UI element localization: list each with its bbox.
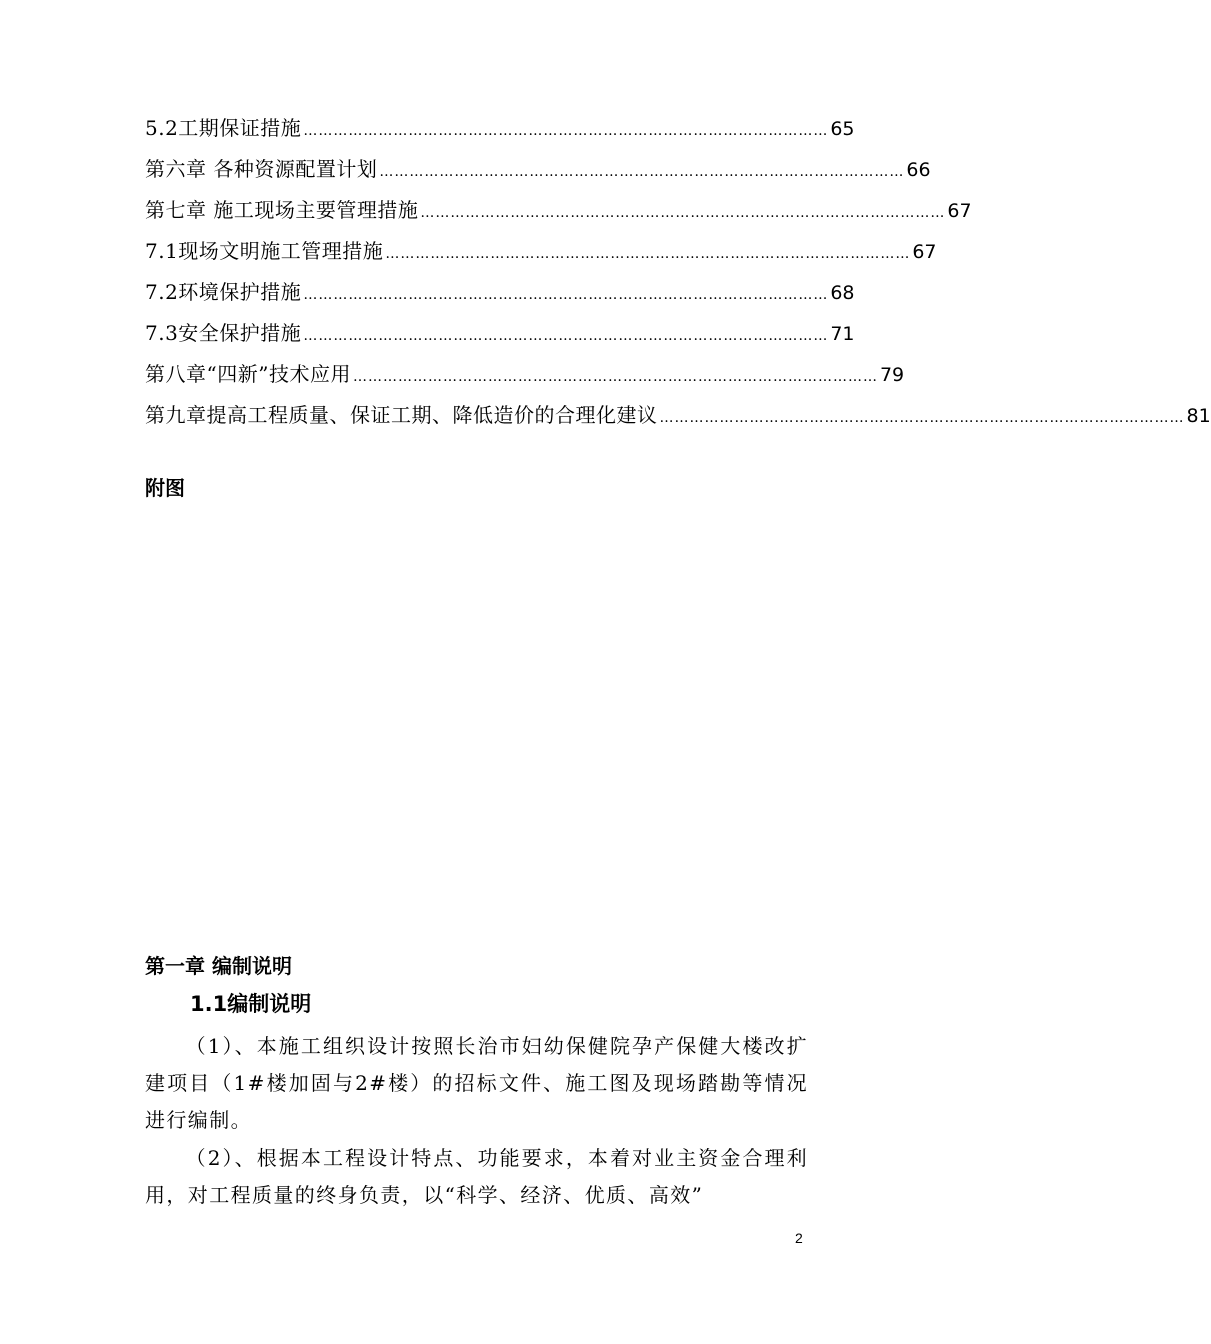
paragraph-text: （1）、本施工组织设计按照长治市妇幼保健院孕产保健大楼改扩建项目（1#楼加固与2#楼）的招标文件、施工图及现场踏勘等情况进行编制。	[145, 1034, 808, 1132]
toc-entry[interactable]	[145, 354, 905, 395]
toc-entry-page: 81	[1186, 405, 1211, 427]
toc-entry-title: 第八章“四新”技术应用	[145, 362, 351, 386]
toc-entry-title: 7.3安全保护措施	[145, 321, 302, 345]
toc-leader-dots: ……………………………………………………………………………………………	[379, 164, 905, 180]
body-paragraph	[145, 1028, 808, 1139]
toc-leader-dots: ……………………………………………………………………………………………	[420, 205, 946, 221]
toc-entry[interactable]	[145, 231, 937, 272]
toc-entry-page: 79	[879, 364, 905, 386]
page-number: 2	[795, 1230, 803, 1246]
toc-entry[interactable]	[145, 108, 855, 149]
toc-entry-page: 67	[912, 241, 937, 263]
toc-entry-page: 71	[830, 323, 855, 345]
toc-entry-page: 65	[830, 118, 855, 140]
toc-entry-page: 66	[906, 159, 931, 181]
section-heading: 1.1编制说明	[190, 992, 312, 1016]
toc-entry-page: 68	[830, 282, 855, 304]
toc-leader-dots: ……………………………………………………………………………………………	[385, 246, 911, 262]
toc-entry-title: 7.2环境保护措施	[145, 280, 302, 304]
paragraph-text: （2）、根据本工程设计特点、功能要求，本着对业主资金合理利用，对工程质量的终身负责，以“科学、经济、优质、高效”	[145, 1146, 808, 1207]
toc-entry[interactable]	[145, 190, 972, 231]
toc-entry-title: 7.1现场文明施工管理措施	[145, 239, 384, 263]
toc-leader-dots: ……………………………………………………………………………………………	[352, 369, 878, 385]
body-paragraph	[145, 1140, 808, 1214]
chapter-heading: 第一章 编制说明	[145, 954, 292, 978]
toc-entry-title: 第九章提高工程质量、保证工期、降低造价的合理化建议	[145, 403, 658, 427]
toc-entry-title: 第六章 各种资源配置计划	[145, 157, 378, 181]
toc-leader-dots: ……………………………………………………………………………………………	[303, 123, 829, 139]
toc-entry-title: 5.2工期保证措施	[145, 116, 302, 140]
toc-entry-page: 67	[947, 200, 972, 222]
appendix-heading: 附图	[145, 476, 185, 500]
toc-entry[interactable]	[145, 313, 855, 354]
toc-leader-dots: ……………………………………………………………………………………………	[659, 410, 1185, 426]
toc-entry[interactable]	[145, 395, 1211, 436]
table-of-contents	[145, 108, 1211, 436]
toc-entry[interactable]	[145, 272, 855, 313]
toc-leader-dots: ……………………………………………………………………………………………	[303, 287, 829, 303]
toc-entry-title: 第七章 施工现场主要管理措施	[145, 198, 419, 222]
toc-leader-dots: ……………………………………………………………………………………………	[303, 328, 829, 344]
toc-entry[interactable]	[145, 149, 931, 190]
